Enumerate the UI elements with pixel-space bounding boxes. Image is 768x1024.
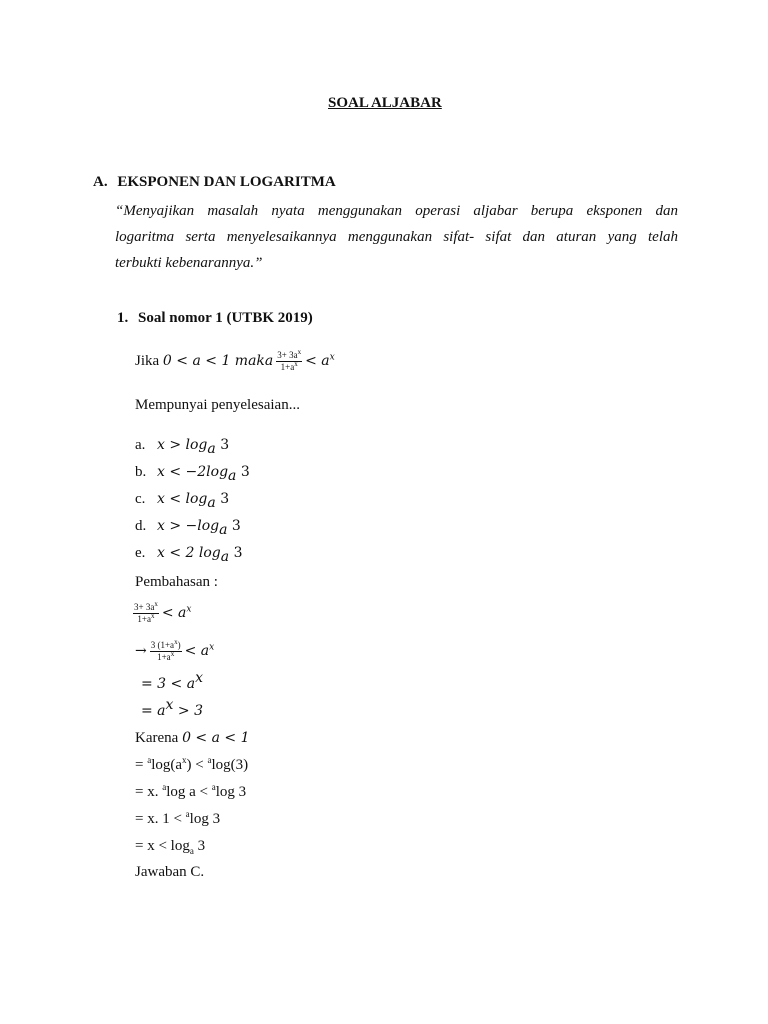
intro-paragraph bbox=[115, 198, 678, 276]
arrow-icon: → bbox=[135, 643, 147, 659]
solution-step-1: $\frac{3+ 3a^x}{1+a^x}$ < $a^x$ bbox=[134, 599, 192, 624]
problem-heading bbox=[117, 309, 313, 327]
problem-question: Mempunyai penyelesaian... bbox=[135, 397, 300, 413]
solution-karena: Karena 0 < a < 1 bbox=[135, 730, 250, 746]
option-c: c. $x < \log_a 3$ bbox=[135, 491, 230, 511]
option-list bbox=[135, 436, 250, 571]
solution-heading: Pembahasan : bbox=[135, 574, 218, 590]
option-b: b. $x < -2\log_a$ 3 bbox=[135, 464, 250, 484]
option-a: a. $x > \log_a 3$ bbox=[135, 437, 230, 457]
fraction-denominator: 1+a bbox=[280, 361, 295, 372]
solution-step-7: = x. 1 < $^a$log 3 bbox=[135, 809, 221, 827]
solution-step-6: = x. $^a$log a < $^a$log 3 bbox=[135, 782, 247, 800]
solution-answer: Jawaban C. bbox=[135, 864, 205, 880]
statement-rhs: < $a^x$ bbox=[305, 352, 335, 369]
problem-title: Soal nomor 1 (UTBK 2019) bbox=[138, 310, 313, 326]
section-title: EKSPONEN DAN LOGARITMA bbox=[117, 174, 336, 190]
fraction-numerator: 3+ 3a bbox=[277, 349, 298, 360]
section-marker: A. bbox=[93, 174, 108, 190]
solution-step-5: = $^a\log(a^x) < ^a\log(3)$ bbox=[135, 755, 249, 773]
problem-number: 1. bbox=[117, 310, 129, 326]
problem-statement bbox=[135, 347, 335, 375]
option-e: e. x < 2 $\log_a 3$ bbox=[135, 545, 243, 565]
intro-line: logaritma serta menyelesaikannya menggunakan sifat- sifat dan aturan yang telah bbox=[115, 229, 678, 245]
solution-step-2: → $\frac{3 (1+a^x)}{1+a^x}$ < $a^x$ bbox=[135, 637, 215, 662]
intro-line: terbukti kebenarannya.” bbox=[115, 255, 263, 271]
statement-fraction: $\frac{3+ 3a^x}{1+a^x}$ bbox=[277, 347, 302, 372]
intro-line: “Menyajikan masalah nyata menggunakan operasi aljabar berupa eksponen dan bbox=[115, 203, 678, 219]
statement-prefix: Jika bbox=[135, 353, 160, 369]
section-heading bbox=[93, 173, 336, 191]
option-d: d. $x > -\log_a$ 3 bbox=[135, 518, 241, 538]
solution-step-4: = $a^x > 3$ bbox=[141, 697, 203, 719]
statement-condition: 0 < a < 1 maka bbox=[162, 353, 274, 369]
page-title: SOAL ALJABAR bbox=[328, 95, 442, 111]
solution-step-8: = $x < \log_a 3$ bbox=[135, 838, 206, 856]
solution-step-3: = $3 < a^x$ bbox=[141, 670, 203, 692]
